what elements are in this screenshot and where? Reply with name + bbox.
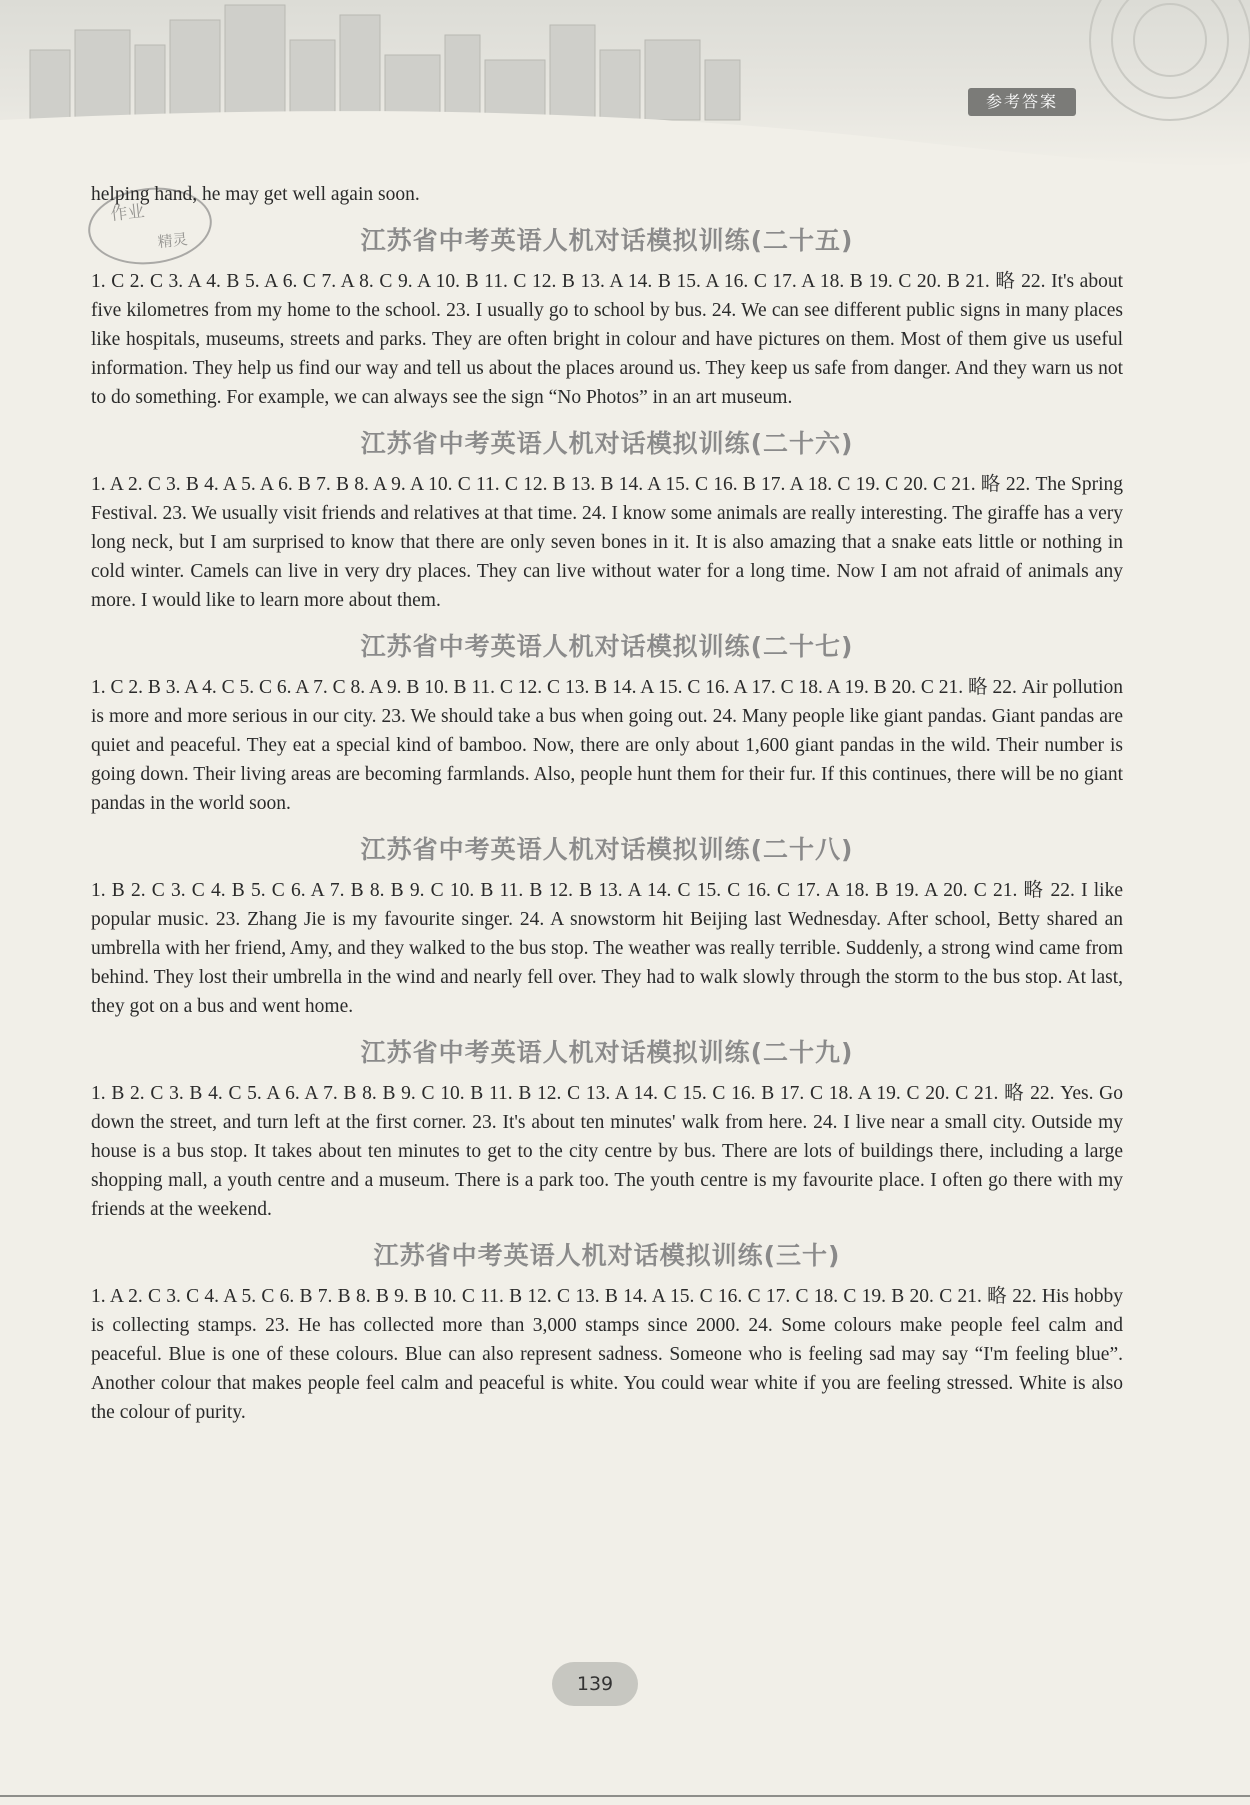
answer-key-badge: 参考答案	[968, 88, 1076, 116]
section-title: 江苏省中考英语人机对话模拟训练(二十五)	[360, 226, 854, 255]
bottom-rule	[0, 1795, 1250, 1797]
page-number: 139	[552, 1662, 638, 1706]
section-27	[91, 627, 1123, 818]
section-28	[91, 830, 1123, 1021]
section-30	[91, 1236, 1123, 1427]
page-header-banner	[0, 0, 1250, 170]
city-skyline-illustration	[0, 0, 1250, 170]
answer-text: 1. C 2. B 3. A 4. C 5. C 6. A 7. C 8. A 9. B 10. B 11. C 12. C 13. B 14. A 15. C 16. A 17. C 18. A 19. B 20. C 21. 略 22. Air pollution is more and more serious in our city. 23. We should take a bus when going out. 24. Many people like giant pandas. Giant pandas are quiet and peaceful. They eat a special kind of bamboo. Now, there are only about 1,600 giant pandas in the wild. Their number is going down. Their living areas are becoming farmlands. Also, people hunt them for their fur. If this continues, there will be no giant pandas in the world soon.	[91, 677, 1123, 814]
watermark-stamp: 作业 精灵	[84, 182, 215, 271]
section-25	[91, 221, 1123, 412]
answer-text: 1. C 2. C 3. A 4. B 5. A 6. C 7. A 8. C 9. A 10. B 11. C 12. B 13. A 14. B 15. A 16. C 17. A 18. B 19. C 20. B 21. 略 22. It's about five kilometres from my home to the school. 23. I usually go to school by bus. 24. We can see different public signs in many places like hospitals, museums, streets and parks. They are often bright in colour and have pictures on them. Most of them give us useful information. They help us find our way and tell us about the places around us. They keep us safe from danger. And they warn us not to do something. For example, we can always see the sign “No Photos” in an art museum.	[91, 271, 1123, 408]
section-29	[91, 1033, 1123, 1224]
section-title: 江苏省中考英语人机对话模拟训练(二十九)	[360, 1038, 854, 1067]
answer-content	[91, 180, 1123, 1427]
answer-text: 1. A 2. C 3. C 4. A 5. C 6. B 7. B 8. B 9. B 10. C 11. B 12. C 13. B 14. A 15. C 16. C 17. C 18. C 19. B 20. C 21. 略 22. His hobby is collecting stamps. 23. He has collected more than 3,000 stamps since 2000. 24. Some colours make people feel calm and peaceful. Blue is one of these colours. Blue can also represent sadness. Someone who is feeling sad may say “I'm feeling blue”. Another colour that makes people feel calm and peaceful is white. You could wear white if you are feeling stressed. White is also the colour of purity.	[91, 1286, 1123, 1423]
answer-text: 1. B 2. C 3. B 4. C 5. A 6. A 7. B 8. B 9. C 10. B 11. B 12. C 13. A 14. C 15. C 16. B 17. C 18. A 19. C 20. C 21. 略 22. Yes. Go down the street, and turn left at the first corner. 23. It's about ten minutes' walk from here. 24. I live near a small city. Outside my house is a bus stop. It takes about ten minutes to get to the city centre by bus. There are lots of buildings there, including a large shopping mall, a youth centre and a museum. There is a park too. The youth centre is my favourite place. I often go there with my friends at the weekend.	[91, 1083, 1123, 1220]
section-title: 江苏省中考英语人机对话模拟训练(二十七)	[360, 632, 854, 661]
answer-text: 1. A 2. C 3. B 4. A 5. A 6. B 7. B 8. A 9. A 10. C 11. C 12. B 13. B 14. A 15. C 16. B 17. A 18. C 19. C 20. C 21. 略 22. The Spring Festival. 23. We usually visit friends and relatives at that time. 24. I know some animals are really interesting. The giraffe has a very long neck, but I am surprised to know that there are only seven bones in it. It is also amazing that a snake eats little or nothing in cold winter. Camels can live in very dry places. They can live without water for a long time. Now I am not afraid of animals any more. I would like to learn more about them.	[91, 474, 1123, 611]
section-title: 江苏省中考英语人机对话模拟训练(二十八)	[360, 835, 854, 864]
intro-line: helping hand, he may get well again soon.	[91, 184, 420, 205]
section-26	[91, 424, 1123, 615]
section-title: 江苏省中考英语人机对话模拟训练(二十六)	[360, 429, 854, 458]
section-title: 江苏省中考英语人机对话模拟训练(三十)	[373, 1241, 841, 1270]
answer-text: 1. B 2. C 3. C 4. B 5. C 6. A 7. B 8. B 9. C 10. B 11. B 12. B 13. A 14. C 15. C 16. C 17. A 18. B 19. A 20. C 21. 略 22. I like popular music. 23. Zhang Jie is my favourite singer. 24. A snowstorm hit Beijing last Wednesday. After school, Betty shared an umbrella with her friend, Amy, and they walked to the bus stop. The weather was really terrible. Suddenly, a strong wind came from behind. They lost their umbrella in the wind and nearly fell over. They had to walk slowly through the storm to the bus stop. At last, they got on a bus and went home.	[91, 880, 1123, 1017]
